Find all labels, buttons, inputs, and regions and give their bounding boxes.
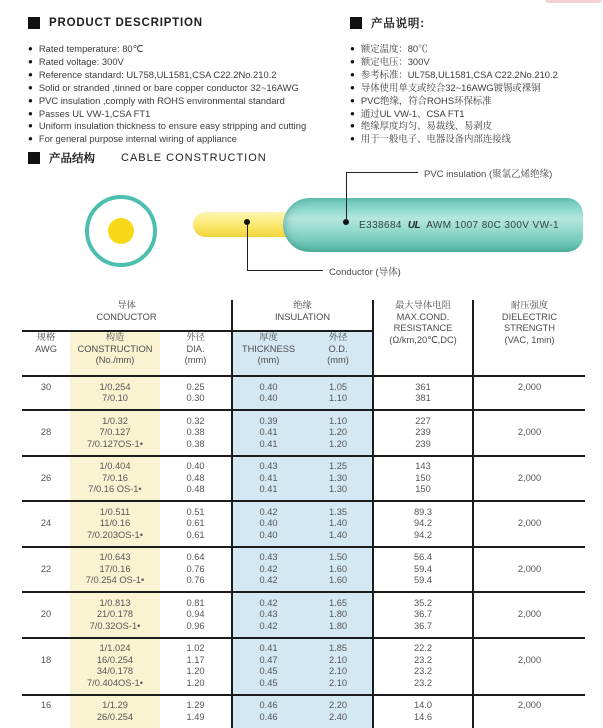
od-cell [304,410,373,456]
dia-value: 0.38 [186,438,205,449]
table-row [22,695,585,728]
resistance-value: 381 [415,393,431,403]
od-value: 1.10 [328,393,348,403]
construction-header: 构造 CONSTRUCTION (No./mm) [70,331,160,376]
bullet-item [28,95,348,108]
bullet-text: PVC绝缘，符合ROHS环保标准 [360,94,492,106]
od-cell [304,638,373,695]
awg-value: 26 [40,472,52,483]
awg-value: 22 [40,563,52,574]
dia-cell [160,592,232,638]
dia-value: 0.76 [186,563,205,574]
dielectric-header: 耐压强度 DIELECTRIC STRENGTH (VAC, 1min) [473,300,585,376]
dia-value: 0.40 [186,461,205,471]
thickness-value: 0.40 [259,518,278,528]
construction-value: 7/0.10 [102,393,128,403]
resistance-value: 361 [415,381,431,392]
spec-table-body [22,376,585,728]
bullet-text: 额定电压：300V [360,55,430,67]
od-value: 1.80 [328,609,348,619]
thickness-value: 0.45 [259,666,278,676]
thickness-value: 0.43 [259,461,278,471]
resistance-value: 59.4 [413,563,433,574]
spec-table [22,300,585,728]
construction-cell [70,410,160,456]
cable-spec-text: AWM 1007 80C 300V VW-1 [426,219,559,231]
dielectric-value: 2,000 [517,563,542,574]
awg-value: 16 [40,700,52,710]
construction-cell [70,638,160,695]
cable-cross-section [85,195,157,267]
od-value: 2.10 [328,654,348,665]
awg-value: 24 [40,518,52,528]
dia-value: 1.20 [186,666,205,676]
bullet-icon: ● [28,44,33,53]
od-value: 1.40 [328,529,348,540]
bullet-text: 参考标准：UL758,UL1581,CSA C22.2No.210.2 [360,68,558,80]
dia-value: 0.48 [186,472,205,483]
thickness-value: 0.42 [259,506,278,517]
thickness-cell [232,501,304,547]
bullet-text: PVC insulation ,comply with ROHS environmental standard [38,94,285,106]
thickness-value: 0.45 [259,677,278,688]
dia-value: 0.25 [186,381,205,392]
od-value: 1.85 [328,643,348,653]
thickness-value: 0.41 [259,472,278,483]
bullet-item [28,56,348,69]
od-value: 1.10 [328,415,348,426]
resistance-header: 最大导体电阻 MAX.COND. RESISTANCE (Ω/km,20℃,DC) [373,300,473,376]
table-row [22,376,585,410]
conductor-rod [193,212,303,237]
bullet-icon: ● [350,121,355,131]
construction-value: 16/0.254 [96,654,134,665]
dia-cell [160,501,232,547]
thickness-value: 0.43 [259,609,278,619]
bullet-item [28,82,348,95]
resistance-value: 35.2 [413,597,433,608]
thickness-cell [232,547,304,593]
conductor-leader-line [247,270,323,271]
thickness-value: 0.42 [259,563,278,574]
awg-cell [22,410,70,456]
bullet-text: Reference standard: UL758,UL1581,CSA C22.2No.210.2 [38,68,277,80]
thickness-value: 0.42 [259,597,278,608]
construction-value: 34/0.178 [96,666,134,676]
bullet-icon: ● [350,82,355,92]
od-value: 2.40 [328,711,348,722]
thickness-value: 0.41 [259,643,278,653]
bullet-icon: ● [28,95,33,105]
dia-value: 0.48 [186,484,205,494]
thickness-value: 0.47 [259,654,278,665]
table-row [22,547,585,593]
product-description-cn [350,16,600,146]
od-value: 1.20 [328,427,348,437]
od-cell [304,376,373,410]
bullet-item [350,133,600,146]
od-value: 1.30 [328,484,348,494]
thickness-header: 厚度 THICKNESS (mm) [232,331,304,376]
resistance-value: 59.4 [413,575,433,585]
od-value: 1.50 [328,552,348,562]
ul-mark-icon: UL [407,219,421,231]
dielectric-cell [473,410,585,456]
awg-value: 30 [40,381,52,392]
conductor-leader-line [247,224,248,270]
resistance-value: 94.2 [413,518,433,528]
od-value: 1.05 [328,381,348,392]
od-value: 1.30 [328,472,348,483]
bullet-item [350,120,600,133]
resistance-value: 36.7 [413,609,433,619]
thickness-value: 0.40 [259,381,278,392]
construction-value: 1/1.29 [102,700,128,710]
od-value: 1.60 [328,563,348,574]
pvc-leader-line [346,172,418,173]
thickness-value: 0.43 [259,552,278,562]
construction-cell [70,376,160,410]
pvc-leader-dot [343,219,349,225]
od-value: 2.10 [328,666,348,676]
dia-cell [160,456,232,502]
bullet-item [28,69,348,82]
awg-cell [22,638,70,695]
construction-cell [70,695,160,728]
awg-cell [22,695,70,728]
bullet-text: Solid or stranded ,tinned or bare copper conductor 32~16AWG [38,81,299,93]
dia-value: 0.64 [186,552,205,562]
od-cell [304,695,373,728]
product-description-en [28,16,348,146]
dia-value: 0.32 [186,415,205,426]
dielectric-value: 2,000 [517,700,542,710]
dia-cell [160,695,232,728]
od-value: 1.80 [328,620,348,631]
construction-value: 7/0.203OS-1• [87,529,143,540]
bullet-item [350,82,600,95]
bullet-item [350,95,600,108]
bullet-text: Uniform insulation thickness to ensure easy stripping and cutting [38,120,307,132]
resistance-cell [373,547,473,593]
od-cell [304,592,373,638]
resistance-cell [373,376,473,410]
awg-value: 18 [40,654,52,665]
resistance-value: 14.6 [413,711,433,722]
construction-cell [70,592,160,638]
bullet-icon: ● [28,82,33,92]
resistance-cell [373,456,473,502]
dielectric-cell [473,592,585,638]
bullet-item [28,120,348,133]
dielectric-value: 2,000 [517,472,542,483]
cable-construction-title-en: CABLE CONSTRUCTION [121,152,267,164]
dielectric-cell [473,547,585,593]
awg-value: 28 [40,427,52,437]
bullet-icon: ● [350,69,355,79]
construction-cell [70,547,160,593]
od-cell [304,501,373,547]
dielectric-value: 2,000 [517,609,542,619]
construction-cell [70,456,160,502]
product-description-title [28,16,348,30]
bullet-text: 导体使用单支或绞合32~16AWG镀锡或裸铜 [360,81,541,93]
thickness-value: 0.40 [259,393,278,403]
bullet-text: Passes UL VW-1,CSA FT1 [38,107,151,119]
resistance-cell [373,638,473,695]
dia-value: 1.17 [186,654,205,665]
dielectric-cell [473,501,585,547]
construction-value: 1/0.511 [99,506,131,517]
dia-value: 0.61 [186,529,205,540]
awg-cell [22,376,70,410]
dia-value: 0.96 [186,620,205,631]
awg-header: 规格 AWG [22,331,70,376]
thickness-value: 0.42 [259,575,278,585]
thickness-value: 0.42 [259,620,278,631]
pvc-insulation-label: PVC insulation (聚氯乙烯绝缘) [424,169,553,180]
resistance-value: 23.2 [413,677,433,688]
construction-value: 7/0.127OS-1• [87,438,143,449]
square-bullet-icon [28,152,40,164]
table-row [22,592,585,638]
construction-value: 7/0.404OS-1• [87,677,143,688]
thickness-value: 0.39 [259,415,278,426]
dia-header: 外径 DIA. (mm) [160,331,232,376]
resistance-value: 36.7 [413,620,433,631]
dia-value: 1.20 [186,677,205,688]
bullet-item [350,69,600,82]
construction-value: 1/0.32 [102,415,128,426]
bullet-text: 用于一般电子、电器设备内部连接线 [360,133,511,145]
thickness-value: 0.40 [259,529,278,540]
awg-cell [22,547,70,593]
od-value: 1.60 [328,575,348,585]
thickness-cell [232,695,304,728]
bullet-item [350,56,600,69]
dielectric-value: 2,000 [517,654,542,665]
table-row [22,456,585,502]
bullet-icon: ● [28,121,33,131]
dielectric-cell [473,695,585,728]
resistance-value: 23.2 [413,654,433,665]
awg-cell [22,456,70,502]
construction-value: 1/0.254 [99,381,131,392]
awg-cell [22,592,70,638]
dielectric-value: 2,000 [517,518,542,528]
dia-value: 1.02 [186,643,205,653]
construction-value: 7/0.127 [99,427,131,437]
conductor-group-header: 导体 CONDUCTOR [22,300,232,331]
dia-value: 0.30 [186,393,205,403]
dia-value: 1.49 [186,711,205,722]
bullet-item [350,108,600,121]
resistance-value: 150 [415,472,431,483]
od-value: 1.65 [328,597,348,608]
bullet-icon: ● [350,44,355,53]
od-value: 1.35 [328,506,348,517]
conductor-core-icon [108,218,134,244]
construction-cell [70,501,160,547]
od-value: 2.10 [328,677,348,688]
od-value: 2.20 [328,700,348,710]
od-cell [304,547,373,593]
resistance-value: 14.0 [413,700,433,710]
construction-value: 1/0.643 [99,552,131,562]
construction-value: 1/0.404 [99,461,131,471]
bullet-icon: ● [28,56,33,66]
conductor-leader-dot [244,219,250,225]
dia-value: 0.94 [186,609,205,619]
bullet-text: For general purpose internal wiring of appliance [38,133,237,145]
dielectric-cell [473,456,585,502]
resistance-value: 143 [415,461,431,471]
product-description-cn-title [350,16,600,30]
construction-value: 17/0.16 [99,563,131,574]
bullet-text: 通过UL VW-1、CSA FT1 [360,107,465,119]
bullet-icon: ● [28,69,33,79]
product-description-title-text: PRODUCT DESCRIPTION [49,17,203,29]
thickness-value: 0.41 [259,438,278,449]
dia-cell [160,410,232,456]
dia-cell [160,638,232,695]
dia-value: 0.38 [186,427,205,437]
bullet-item [350,43,600,56]
od-value: 1.20 [328,438,348,449]
product-description-en-list [28,43,348,146]
insulation-group-header: 绝缘 INSULATION [232,300,373,331]
bullet-icon: ● [28,134,33,144]
dia-value: 0.76 [186,575,205,585]
dia-cell [160,547,232,593]
od-cell [304,456,373,502]
construction-value: 26/0.254 [96,711,134,722]
bullet-text: 绝缘厚度均匀、易裁线、易剥皮 [360,120,493,132]
construction-value: 7/0.254 OS-1• [85,575,145,585]
conductor-label: Conductor (导体) [329,267,401,278]
thickness-value: 0.46 [259,711,278,722]
dielectric-cell [473,376,585,410]
thickness-cell [232,638,304,695]
bullet-icon: ● [350,108,355,118]
pvc-leader-line [346,172,347,222]
resistance-value: 22.2 [413,643,433,653]
cable-construction-title [28,150,267,166]
thickness-value: 0.46 [259,700,278,710]
cable-cert-number: E338684 [359,219,402,231]
bullet-icon: ● [350,95,355,105]
bullet-text: 额定温度：80℃ [360,43,428,54]
cable-insulation-body [283,198,583,252]
construction-value: 7/0.16 [102,472,128,483]
resistance-cell [373,410,473,456]
dielectric-value: 2,000 [517,427,542,437]
bullet-text: Rated voltage: 300V [38,55,124,67]
thickness-cell [232,592,304,638]
table-row [22,638,585,695]
thickness-cell [232,376,304,410]
cable-construction-title-cn: 产品结构 [49,153,95,165]
resistance-value: 94.2 [413,529,433,540]
product-description-cn-list [350,43,600,146]
resistance-cell [373,592,473,638]
cropped-logo-fragment [545,0,602,3]
resistance-value: 150 [415,484,431,494]
thickness-value: 0.41 [259,484,278,494]
awg-cell [22,501,70,547]
od-header: 外径 O.D. (mm) [304,331,373,376]
bullet-item [28,43,348,56]
dia-cell [160,376,232,410]
construction-value: 1/1.024 [99,643,131,653]
bullet-item [28,133,348,146]
dia-value: 0.61 [186,518,205,528]
resistance-value: 89.3 [413,506,433,517]
product-description-cn-title-text: 产品说明: [371,18,425,30]
resistance-value: 239 [415,438,431,449]
dia-value: 0.81 [186,597,205,608]
table-row [22,501,585,547]
resistance-value: 56.4 [413,552,433,562]
bullet-icon: ● [350,134,355,144]
construction-value: 1/0.813 [99,597,131,608]
bullet-text: Rated temperature: 80℃ [38,43,144,54]
resistance-value: 23.2 [413,666,433,676]
bullet-item [28,108,348,121]
cable-print-text [359,220,559,231]
construction-value: 7/0.32OS-1• [89,620,141,631]
resistance-cell [373,501,473,547]
resistance-cell [373,695,473,728]
dia-value: 1.29 [186,700,205,710]
square-bullet-icon [28,17,40,29]
construction-value: 7/0.16 OS-1• [88,484,142,494]
construction-value: 11/0.16 [99,518,131,528]
thickness-value: 0.41 [259,427,278,437]
bullet-icon: ● [350,56,355,66]
construction-value: 21/0.178 [96,609,134,619]
table-row [22,410,585,456]
od-value: 1.40 [328,518,348,528]
thickness-cell [232,410,304,456]
resistance-value: 239 [415,427,431,437]
dielectric-cell [473,638,585,695]
bullet-icon: ● [28,108,33,118]
dia-value: 0.51 [186,506,205,517]
dielectric-value: 2,000 [517,381,542,392]
thickness-cell [232,456,304,502]
awg-value: 20 [40,609,52,619]
resistance-value: 227 [415,415,431,426]
square-bullet-icon [350,17,362,29]
od-value: 1.25 [328,461,348,471]
